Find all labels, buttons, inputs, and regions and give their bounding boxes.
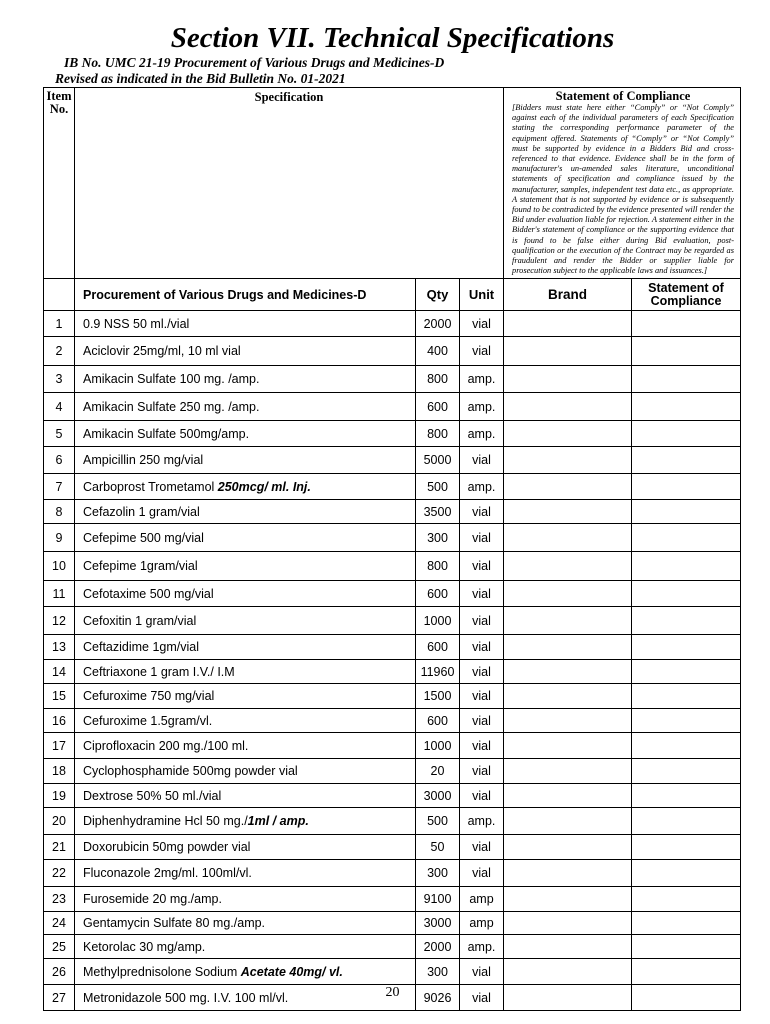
- item-description: [75, 835, 416, 860]
- compliance-cell: [632, 660, 741, 684]
- item-unit: vial: [460, 581, 504, 607]
- compliance-cell: [632, 607, 741, 635]
- compliance-cell: [632, 808, 741, 835]
- item-description: [75, 784, 416, 808]
- item-unit: vial: [460, 733, 504, 759]
- table-row: [44, 552, 741, 581]
- brand-cell: [504, 835, 632, 860]
- item-description: [75, 311, 416, 337]
- item-description-text: 0.9 NSS 50 ml./vial: [83, 316, 190, 331]
- blank-header-cell: [44, 279, 75, 311]
- item-number: 4: [44, 393, 75, 421]
- item-description: [75, 684, 416, 709]
- table-row: [44, 709, 741, 733]
- item-description: [75, 474, 416, 500]
- item-qty: 600: [416, 581, 460, 607]
- item-qty: 800: [416, 552, 460, 581]
- table-row: [44, 784, 741, 808]
- item-description: [75, 860, 416, 887]
- item-qty: 600: [416, 393, 460, 421]
- item-description-text: Gentamycin Sulfate 80 mg./amp.: [83, 916, 266, 931]
- item-unit: vial: [460, 709, 504, 733]
- item-unit: vial: [460, 311, 504, 337]
- item-description-text: Amikacin Sulfate 250 mg. /amp.: [83, 399, 260, 414]
- brand-cell: [504, 635, 632, 660]
- item-qty: 9026: [416, 985, 460, 1011]
- table-row: [44, 474, 741, 500]
- item-qty: 2000: [416, 311, 460, 337]
- procurement-column-header: Procurement of Various Drugs and Medicines-D: [75, 279, 416, 311]
- item-number: 11: [44, 581, 75, 607]
- item-description-text: Ciprofloxacin 200 mg./100 ml.: [83, 738, 249, 753]
- item-description: [75, 660, 416, 684]
- item-description: [75, 337, 416, 366]
- item-qty: 500: [416, 808, 460, 835]
- item-description: [75, 552, 416, 581]
- item-number: 26: [44, 959, 75, 985]
- compliance-cell: [632, 635, 741, 660]
- compliance-cell: [632, 421, 741, 447]
- table-row: [44, 759, 741, 784]
- item-unit: amp.: [460, 366, 504, 393]
- item-number: 25: [44, 935, 75, 959]
- page-title: Section VII. Technical Specifications: [170, 22, 615, 54]
- item-number: 7: [44, 474, 75, 500]
- item-unit: vial: [460, 959, 504, 985]
- unit-column-header: Unit: [460, 279, 504, 311]
- item-description-text: Furosemide 20 mg./amp.: [83, 892, 222, 907]
- statement-of-compliance-instructions: [Bidders must state here either “Comply” or “Not Comply” against each of the individual parameters of each Specification stating the corresponding performance parameter of the equipment offered. Statements of “Comply” or “Not Comply” must be supported by evidence in a Bidders Bid and cross-referenced to that evidence. Evidence shall be in the form of manufacturer's un-amended sales literature, unconditional statements of specification and compliance issued by the manufacturer, samples, independent test data etc., as appropriate. A statement that is not supported by evidence or is subsequently found to be contradicted by the evidence presented will render the Bid under evaluation liable for rejection. A statement either in the Bidder's statement of compliance or the supporting evidence that is found to be false either during Bid evaluation, post-qualification or the execution of the Contract may be regarded as fraudulent and render the Bidder or supplier liable for prosecution subject to the applicable laws and issuances.]: [512, 103, 734, 276]
- table-row: [44, 808, 741, 835]
- item-description-text: Dextrose 50% 50 ml./vial: [83, 788, 222, 803]
- item-number: 1: [44, 311, 75, 337]
- brand-cell: [504, 552, 632, 581]
- item-description-text: Cyclophosphamide 500mg powder vial: [83, 764, 298, 779]
- item-description: [75, 447, 416, 474]
- brand-cell: [504, 912, 632, 935]
- table-row: [44, 311, 741, 337]
- brand-cell: [504, 887, 632, 912]
- item-description: [75, 887, 416, 912]
- compliance-cell: [632, 311, 741, 337]
- item-description-text: Cefuroxime 750 mg/vial: [83, 689, 215, 704]
- item-description-text: Fluconazole 2mg/ml. 100ml/vl.: [83, 866, 252, 881]
- item-number: 24: [44, 912, 75, 935]
- item-qty: 300: [416, 524, 460, 552]
- statement-of-compliance-header: [504, 88, 741, 279]
- item-description-text: Cefepime 500 mg/vial: [83, 530, 204, 545]
- item-unit: amp.: [460, 393, 504, 421]
- item-qty: 1000: [416, 607, 460, 635]
- item-unit: vial: [460, 784, 504, 808]
- item-unit: vial: [460, 759, 504, 784]
- compliance-cell: [632, 366, 741, 393]
- table-row: [44, 337, 741, 366]
- item-unit: amp.: [460, 808, 504, 835]
- item-number: 27: [44, 985, 75, 1011]
- compliance-cell: [632, 581, 741, 607]
- item-unit: vial: [460, 635, 504, 660]
- brand-cell: [504, 808, 632, 835]
- brand-cell: [504, 935, 632, 959]
- brand-cell: [504, 524, 632, 552]
- item-unit: vial: [460, 552, 504, 581]
- brand-cell: [504, 337, 632, 366]
- table-row: [44, 421, 741, 447]
- item-unit: vial: [460, 860, 504, 887]
- item-qty: 50: [416, 835, 460, 860]
- item-description: [75, 912, 416, 935]
- table-row: [44, 887, 741, 912]
- bid-number-line: IB No. UMC 21-19 Procurement of Various Drugs and Medicines-D: [64, 55, 445, 70]
- item-description-text: Aciclovir 25mg/ml, 10 ml vial: [83, 344, 241, 359]
- item-qty: 3500: [416, 500, 460, 524]
- item-description-emphasis: Acetate 40mg/ vl.: [240, 964, 343, 979]
- item-unit: amp.: [460, 935, 504, 959]
- brand-cell: [504, 474, 632, 500]
- item-description-text: Diphenhydramine Hcl 50 mg./: [83, 814, 248, 829]
- item-description-text: Methylprednisolone Sodium: [83, 964, 241, 979]
- item-unit: amp.: [460, 421, 504, 447]
- item-description: [75, 366, 416, 393]
- table-row: [44, 684, 741, 709]
- compliance-cell: [632, 959, 741, 985]
- brand-cell: [504, 393, 632, 421]
- brand-cell: [504, 733, 632, 759]
- item-qty: 20: [416, 759, 460, 784]
- item-number: 13: [44, 635, 75, 660]
- item-unit: vial: [460, 500, 504, 524]
- item-description-text: Doxorubicin 50mg powder vial: [83, 840, 251, 855]
- table-row: [44, 524, 741, 552]
- item-qty: 300: [416, 959, 460, 985]
- column-header-row: [44, 279, 741, 311]
- item-description: [75, 709, 416, 733]
- item-number: 15: [44, 684, 75, 709]
- item-number: 14: [44, 660, 75, 684]
- compliance-cell: [632, 709, 741, 733]
- item-number: 2: [44, 337, 75, 366]
- item-description-text: Cefoxitin 1 gram/vial: [83, 613, 197, 628]
- table-row: [44, 959, 741, 985]
- brand-cell: [504, 421, 632, 447]
- item-unit: vial: [460, 684, 504, 709]
- item-number: 9: [44, 524, 75, 552]
- item-description-text: Carboprost Trometamol: [83, 479, 218, 494]
- item-description: [75, 581, 416, 607]
- item-qty: 3000: [416, 784, 460, 808]
- item-unit: vial: [460, 660, 504, 684]
- table-row: [44, 835, 741, 860]
- item-description: [75, 393, 416, 421]
- brand-cell: [504, 709, 632, 733]
- item-qty: 300: [416, 860, 460, 887]
- table-row: [44, 935, 741, 959]
- item-description: [75, 421, 416, 447]
- item-qty: 5000: [416, 447, 460, 474]
- item-number: 3: [44, 366, 75, 393]
- brand-cell: [504, 500, 632, 524]
- compliance-cell: [632, 524, 741, 552]
- specification-header: Specification: [75, 88, 504, 279]
- item-description: [75, 959, 416, 985]
- brand-cell: [504, 311, 632, 337]
- item-qty: 400: [416, 337, 460, 366]
- item-unit: vial: [460, 985, 504, 1011]
- item-number: 17: [44, 733, 75, 759]
- item-qty: 500: [416, 474, 460, 500]
- item-unit: amp.: [460, 474, 504, 500]
- item-description-text: Metronidazole 500 mg. I.V. 100 ml/vl.: [83, 990, 289, 1005]
- item-number: 21: [44, 835, 75, 860]
- brand-cell: [504, 581, 632, 607]
- item-qty: 1000: [416, 733, 460, 759]
- brand-cell: [504, 759, 632, 784]
- item-qty: 600: [416, 709, 460, 733]
- table-row: [44, 447, 741, 474]
- compliance-cell: [632, 474, 741, 500]
- compliance-cell: [632, 447, 741, 474]
- table-row: [44, 912, 741, 935]
- item-unit: vial: [460, 607, 504, 635]
- item-description-text: Cefepime 1gram/vial: [83, 559, 198, 574]
- compliance-cell: [632, 500, 741, 524]
- table-row: [44, 366, 741, 393]
- item-unit: vial: [460, 337, 504, 366]
- item-description-text: Ceftazidime 1gm/vial: [83, 640, 200, 655]
- brand-column-header: Brand: [504, 279, 632, 311]
- item-number: 10: [44, 552, 75, 581]
- item-number: 12: [44, 607, 75, 635]
- item-number: 18: [44, 759, 75, 784]
- item-unit: vial: [460, 447, 504, 474]
- item-description: [75, 808, 416, 835]
- brand-cell: [504, 660, 632, 684]
- compliance-cell: [632, 860, 741, 887]
- item-description-text: Cefotaxime 500 mg/vial: [83, 586, 214, 601]
- brand-cell: [504, 959, 632, 985]
- compliance-cell: [632, 835, 741, 860]
- page-number: 20: [385, 985, 400, 1000]
- item-number: 23: [44, 887, 75, 912]
- brand-cell: [504, 784, 632, 808]
- table-row: [44, 607, 741, 635]
- item-number: 20: [44, 808, 75, 835]
- item-qty: 1500: [416, 684, 460, 709]
- table-row: [44, 635, 741, 660]
- item-number: 19: [44, 784, 75, 808]
- compliance-cell: [632, 552, 741, 581]
- item-number: 16: [44, 709, 75, 733]
- specifications-table: [43, 87, 741, 1011]
- qty-column-header: Qty: [416, 279, 460, 311]
- item-number: 6: [44, 447, 75, 474]
- table-row: [44, 860, 741, 887]
- item-qty: 800: [416, 421, 460, 447]
- table-row: [44, 733, 741, 759]
- table-row: [44, 581, 741, 607]
- brand-cell: [504, 366, 632, 393]
- compliance-cell: [632, 393, 741, 421]
- item-qty: 600: [416, 635, 460, 660]
- compliance-cell: [632, 684, 741, 709]
- item-unit: vial: [460, 835, 504, 860]
- item-number: 5: [44, 421, 75, 447]
- item-qty: 800: [416, 366, 460, 393]
- brand-cell: [504, 684, 632, 709]
- item-description-text: Cefuroxime 1.5gram/vl.: [83, 713, 213, 728]
- item-description: [75, 524, 416, 552]
- item-qty: 2000: [416, 935, 460, 959]
- item-qty: 9100: [416, 887, 460, 912]
- brand-cell: [504, 447, 632, 474]
- item-description-text: Ketorolac 30 mg/amp.: [83, 939, 206, 954]
- item-description: [75, 607, 416, 635]
- item-no-header: Item No.: [44, 88, 75, 279]
- item-description-text: Ceftriaxone 1 gram I.V./ I.M: [83, 664, 235, 679]
- compliance-cell: [632, 887, 741, 912]
- item-description-text: Amikacin Sulfate 500mg/amp.: [83, 426, 250, 441]
- item-description-text: Cefazolin 1 gram/vial: [83, 504, 200, 519]
- table-row: [44, 393, 741, 421]
- item-number: 22: [44, 860, 75, 887]
- item-description: [75, 935, 416, 959]
- brand-cell: [504, 860, 632, 887]
- item-description-text: Ampicillin 250 mg/vial: [83, 453, 204, 468]
- item-description: [75, 635, 416, 660]
- item-description-emphasis: 1ml / amp.: [247, 814, 309, 829]
- table-row: [44, 660, 741, 684]
- item-qty: 3000: [416, 912, 460, 935]
- item-unit: vial: [460, 524, 504, 552]
- compliance-cell: [632, 759, 741, 784]
- item-number: 8: [44, 500, 75, 524]
- item-qty: 11960: [416, 660, 460, 684]
- item-description: [75, 733, 416, 759]
- compliance-column-header: Statement of Compliance: [632, 279, 741, 311]
- bulletin-revision-line: Revised as indicated in the Bid Bulletin No. 01-2021: [55, 71, 346, 86]
- item-unit: amp: [460, 887, 504, 912]
- item-description: [75, 759, 416, 784]
- compliance-cell: [632, 337, 741, 366]
- item-description: [75, 500, 416, 524]
- item-description-text: Amikacin Sulfate 100 mg. /amp.: [83, 372, 260, 387]
- statement-of-compliance-title: Statement of Compliance: [555, 89, 691, 103]
- item-description-emphasis: 250mcg/ ml. Inj.: [217, 479, 311, 494]
- item-unit: amp: [460, 912, 504, 935]
- compliance-cell: [632, 784, 741, 808]
- table-header-row: [44, 88, 741, 279]
- compliance-cell: [632, 912, 741, 935]
- compliance-cell: [632, 935, 741, 959]
- brand-cell: [504, 607, 632, 635]
- table-row: [44, 500, 741, 524]
- compliance-cell: [632, 733, 741, 759]
